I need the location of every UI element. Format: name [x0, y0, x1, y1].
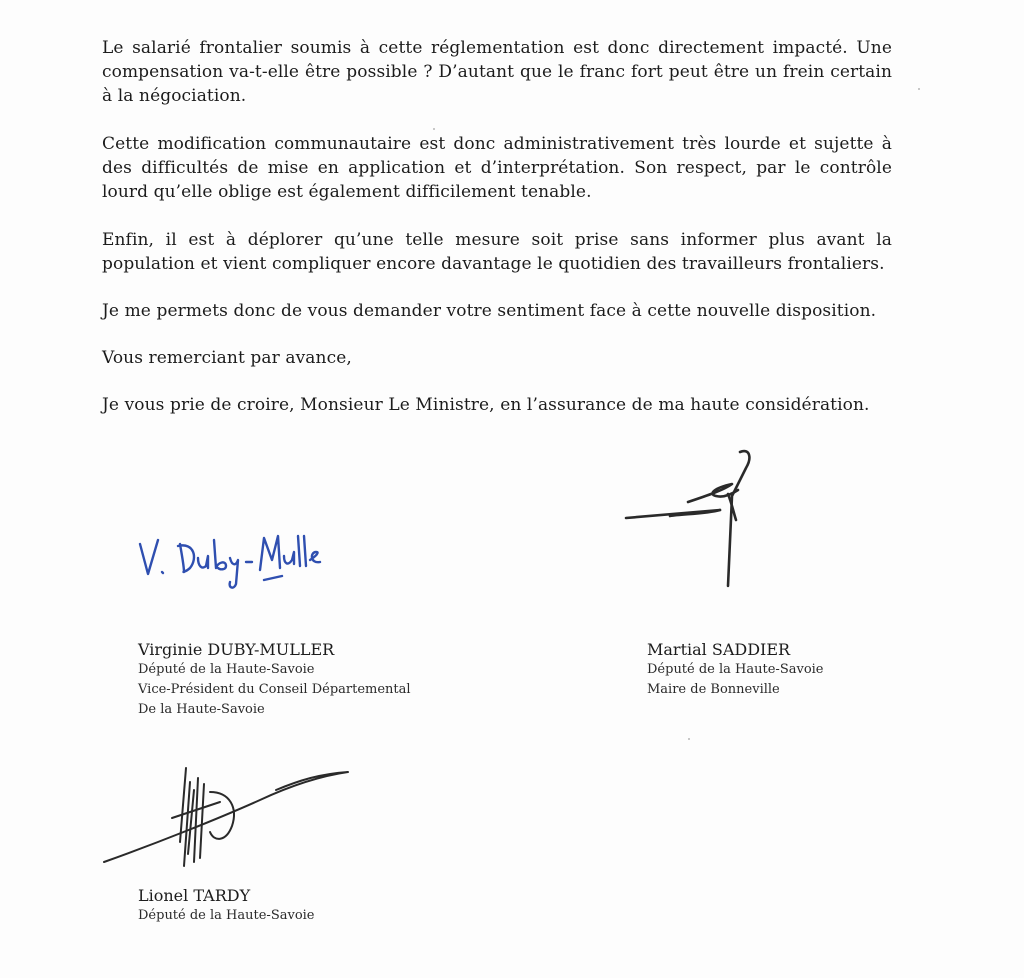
signature-saddier-drawing [620, 444, 770, 594]
signature-saddier [620, 444, 770, 594]
signatory-duby-muller [138, 640, 411, 720]
signatory-tardy [138, 886, 315, 926]
signature-duby-muller-drawing [132, 522, 342, 592]
paragraph-administrative-burden: Cette modification communautaire est donc administrativement très lourde et sujette à des difficultés de mise en application et d’interprétation. Son respect, par le contrôle lourd qu’elle oblige est également difficilement tenable. [102, 134, 892, 202]
paragraph-closing-formula: Je vous prie de croire, Monsieur Le Ministre, en l’assurance de ma haute considération. [102, 395, 870, 415]
signatory-role: Député de la Haute-Savoie [138, 908, 315, 923]
signatory-role: Vice-Président du Conseil Départemental [138, 682, 411, 697]
signatory-role: Député de la Haute-Savoie [138, 662, 315, 677]
scan-speck [433, 128, 435, 130]
paragraph-compensation: Le salarié frontalier soumis à cette réglementation est donc directement impacté. Une compensation va-t-elle être possible ? D’autant que le franc fort peut être un frein certain à la négociation. [102, 38, 892, 106]
signatory-name: Lionel TARDY [138, 886, 251, 905]
signatory-saddier [647, 640, 824, 700]
signatory-role: Député de la Haute-Savoie [647, 662, 824, 677]
paragraph-thanks: Vous remerciant par avance, [102, 348, 352, 368]
paragraph-request: Je me permets donc de vous demander votre sentiment face à cette nouvelle disposition. [102, 301, 877, 321]
signature-tardy-drawing [100, 762, 360, 872]
signature-tardy [100, 762, 360, 872]
signatory-name: Virginie DUBY-MULLER [138, 640, 335, 659]
signatory-role: De la Haute-Savoie [138, 702, 265, 717]
signatory-name: Martial SADDIER [647, 640, 791, 659]
scan-speck [918, 88, 920, 90]
signature-duby-muller [132, 522, 342, 592]
signatory-role: Maire de Bonneville [647, 682, 780, 697]
paragraph-lack-of-information: Enfin, il est à déplorer qu’une telle mesure soit prise sans informer plus avant la population et vient compliquer encore davantage le quotidien des travailleurs frontaliers. [102, 230, 892, 274]
letter-body [102, 36, 892, 441]
scan-speck [688, 738, 690, 740]
